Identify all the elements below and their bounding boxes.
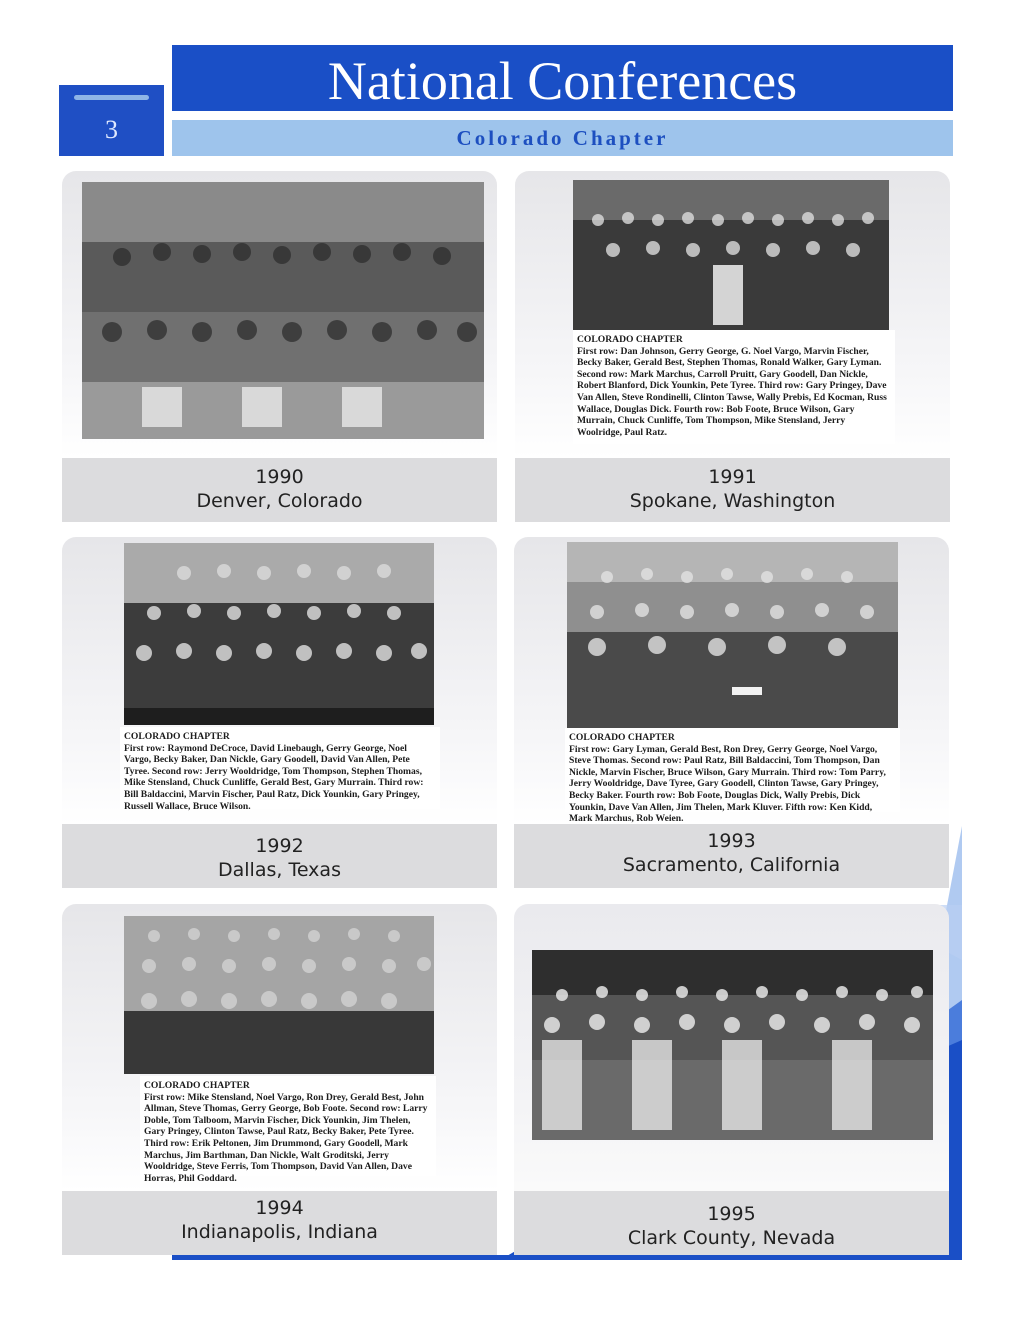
conference-card-1992 — [62, 537, 497, 887]
page-number-badge — [59, 85, 164, 156]
conference-location: Indianapolis, Indiana — [181, 1221, 378, 1243]
photo-caption-block — [140, 1076, 436, 1184]
photo-caption-names: First row: Dan Johnson, Gerry George, G. Noel Vargo, Marvin Fischer, Becky Baker, Gerald Best, Stephen Thomas, Ronald Walker, Gary Lyman. Second row: Mark Marchus, Carroll Pruitt, Gary Goodell, Dan Nickle, Robert Blanford, Dick Younkin, Pete Tyree. Third row: Gary Pringey, Dave Van Allen, Steve Rondinelli, Clinton Tawse, Wally Prebis, Ed Kocman, Russ Wallace, Douglas Dick. Fourth row: Bob Foote, Bruce Wilson, Gary Murrain, Chuck Cunliffe, Tom Thompson, Mike Stensland, Jerry Woolridge, Paul Ratz. — [577, 345, 887, 438]
page-title: National Conferences — [172, 45, 953, 111]
conference-year: 1993 — [707, 830, 756, 852]
conference-year: 1995 — [707, 1203, 756, 1225]
conference-caption — [62, 458, 497, 522]
badge-bar — [74, 95, 149, 100]
photo-caption-names: First row: Mike Stensland, Noel Vargo, Ron Drey, Gerald Best, John Allman, Steve Thomas, Gerry George, Bob Foote. Second row: Larry Doble, Tom Talboom, Marvin Fischer, Dick Younkin, Jim Thelen, Gary Pringey, Clinton Tawse, Paul Ratz, Becky Baker, Pete Tyree. Third row: Erik Peltonen, Jim Drummond, Gary Goodell, Mark Marchus, Jim Barthman, Dan Nickle, Walt Groditski, Jerry Wooldridge, Steve Ferris, Tom Thompson, David Van Allen, Dave Horras, Phil Goddard. — [144, 1091, 428, 1184]
conference-year: 1994 — [255, 1197, 304, 1219]
conference-card-1990 — [62, 171, 497, 521]
conference-location: Spokane, Washington — [629, 490, 836, 512]
conference-location: Clark County, Nevada — [627, 1227, 836, 1249]
conference-caption — [514, 1191, 949, 1255]
photo-caption-label: COLORADO CHAPTER — [569, 732, 675, 743]
group-photo — [532, 950, 933, 1140]
conference-card-1995 — [514, 904, 949, 1254]
conference-year: 1991 — [708, 466, 757, 488]
group-photo — [124, 543, 434, 725]
photo-caption-names: First row: Raymond DeCroce, David Linebaugh, Gerry George, Noel Vargo, Becky Baker, Dan Nickle, Gary Goodell, David Van Allen, Pete Tyree. Second row: Jerry Wooldridge, Tom Thompson, Stephen Thomas, Mike Stensland, Chuck Cunliffe, Gerald Best, Gary Murrain. Third row: Bill Baldaccini, Marvin Fischer, Paul Ratz, Dick Younkin, Gary Pringey, Russell Wallace, Bruce Wilson. — [124, 742, 424, 812]
group-photo — [567, 542, 898, 729]
photo-area — [514, 904, 949, 1191]
photo-caption-block — [565, 728, 900, 825]
conference-caption — [514, 824, 949, 888]
conference-location: Sacramento, California — [622, 854, 841, 876]
photo-caption-names: First row: Gary Lyman, Gerald Best, Ron Drey, Gerry George, Noel Vargo, Steve Thomas. Second row: Paul Ratz, Bill Baldaccini, Tom Thompson, Dan Nickle, Marvin Fischer, Bruce Wilson, Gary Murrain. Third row: Tom Parry, Jerry Wooldridge, Dave Tyree, Gary Goodell, Clinton Tawse, Gary Pringey, Becky Baker. Fourth row: Bob Foote, Douglas Dick, Wally Prebis, Dick Younkin, Dave Van Allen, Jim Thelen, Mark Kluver. Fifth row: Ken Kidd, Mark Marchus, Rob Weien. — [569, 743, 886, 825]
photo-area — [514, 537, 949, 824]
photo-area — [515, 171, 950, 458]
conference-caption — [62, 824, 497, 888]
photo-area — [62, 171, 497, 458]
conference-caption — [62, 1191, 497, 1255]
photo-caption-block — [120, 727, 440, 812]
conference-year: 1990 — [255, 466, 304, 488]
photo-area — [62, 904, 497, 1191]
conference-card-1991 — [515, 171, 950, 521]
group-photo — [124, 916, 434, 1074]
conference-caption — [515, 458, 950, 522]
conference-location: Denver, Colorado — [196, 490, 363, 512]
group-photo — [82, 182, 484, 439]
group-photo — [573, 180, 889, 330]
photo-caption-block — [573, 330, 895, 444]
conference-year: 1992 — [255, 835, 304, 857]
photo-caption-label: COLORADO CHAPTER — [144, 1080, 250, 1091]
conference-card-1994 — [62, 904, 497, 1254]
photo-caption-label: COLORADO CHAPTER — [577, 334, 683, 345]
conference-card-1993 — [514, 537, 949, 887]
page-number: 3 — [105, 115, 118, 144]
page-subtitle: Colorado Chapter — [172, 120, 953, 156]
photo-area — [62, 537, 497, 824]
conference-location: Dallas, Texas — [218, 859, 341, 881]
photo-caption-label: COLORADO CHAPTER — [124, 731, 230, 742]
